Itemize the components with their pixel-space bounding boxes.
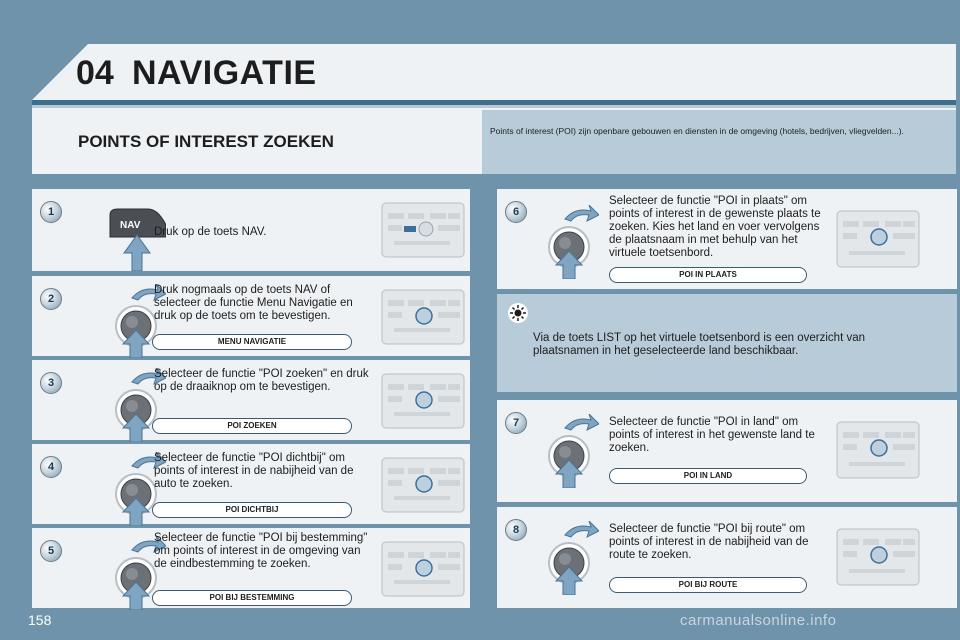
step-2 <box>32 276 470 356</box>
step-text: Selecteer de functie "POI zoeken" en druk op de draaiknop om te bevestigen. <box>154 368 369 393</box>
chapter-number: 04 <box>76 54 114 92</box>
rotary-knob-icon <box>541 521 599 595</box>
radio-unit-icon <box>378 280 468 352</box>
step-text: Druk nogmaals op de toets NAV of selecteer de functie Menu Navigatie en druk op de toets om te bevestigen. <box>154 284 353 322</box>
nav-key-label: NAV <box>120 220 141 231</box>
radio-unit-icon <box>833 517 923 597</box>
step-4 <box>32 444 470 524</box>
step-number-badge: 8 <box>505 519 527 541</box>
step-5 <box>32 528 470 608</box>
step-text: Selecteer de functie "POI bij bestemming" om points of interest in de omgeving van de eindbestemming te zoeken. <box>154 532 368 570</box>
function-label-pill: POI BIJ ROUTE <box>609 577 807 593</box>
step-text: Selecteer de functie "POI dichtbij" om points of interest in de nabijheid van de auto te zoeken. <box>154 452 354 490</box>
step-number-badge: 6 <box>505 201 527 223</box>
step-number-badge: 3 <box>40 372 62 394</box>
step-number-badge: 2 <box>40 288 62 310</box>
step-text: Selecteer de functie "POI in land" om points of interest in het gewenste land te zoeken. <box>609 416 815 454</box>
header-panel <box>32 44 956 174</box>
step-1 <box>32 189 470 271</box>
function-label-pill: POI DICHTBIJ <box>152 502 352 518</box>
step-number-badge: 1 <box>40 201 62 223</box>
radio-unit-icon <box>378 193 468 267</box>
function-label-pill: MENU NAVIGATIE <box>152 334 352 350</box>
title-rule-light <box>32 105 956 108</box>
tip-text: Via de toets LIST op het virtuele toetsenbord is een overzicht van plaatsnamen in het geselecteerde land beschikbaar. <box>533 332 866 357</box>
radio-unit-icon <box>833 199 923 279</box>
watermark: carmanualsonline.info <box>680 612 837 629</box>
step-text: Selecteer de functie "POI bij route" om points of interest in de nabijheid van de route te zoeken. <box>609 523 809 561</box>
step-text: Druk op de toets NAV. <box>154 226 267 238</box>
tip-box <box>497 294 957 392</box>
step-text: Selecteer de functie "POI in plaats" om points of interest in de gewenste plaats te zoeken. Kies het land en voer vervolgens de plaatsnaam in met behulp van het virtuele toetsenbord. <box>609 195 821 259</box>
rotary-knob-icon <box>541 205 599 279</box>
step-3 <box>32 360 470 440</box>
radio-unit-icon <box>833 410 923 490</box>
step-6 <box>497 189 957 289</box>
step-7 <box>497 400 957 502</box>
section-title: POINTS OF INTEREST ZOEKEN <box>78 132 334 151</box>
chapter-title: NAVIGATIE <box>132 54 317 92</box>
step-8 <box>497 507 957 608</box>
radio-unit-icon <box>378 532 468 604</box>
radio-unit-icon <box>378 364 468 436</box>
function-label-pill: POI ZOEKEN <box>152 418 352 434</box>
rotary-knob-icon <box>541 414 599 488</box>
step-number-badge: 4 <box>40 456 62 478</box>
radio-unit-icon <box>378 448 468 520</box>
step-number-badge: 5 <box>40 540 62 562</box>
intro-box: Points of interest (POI) zijn openbare gebouwen en diensten in de omgeving (hotels, bedrijven, vliegvelden...). <box>482 110 956 174</box>
tip-sun-icon <box>507 302 529 324</box>
step-number-badge: 7 <box>505 412 527 434</box>
function-label-pill: POI IN PLAATS <box>609 267 807 283</box>
function-label-pill: POI BIJ BESTEMMING <box>152 590 352 606</box>
page-number: 158 <box>28 612 52 628</box>
function-label-pill: POI IN LAND <box>609 468 807 484</box>
